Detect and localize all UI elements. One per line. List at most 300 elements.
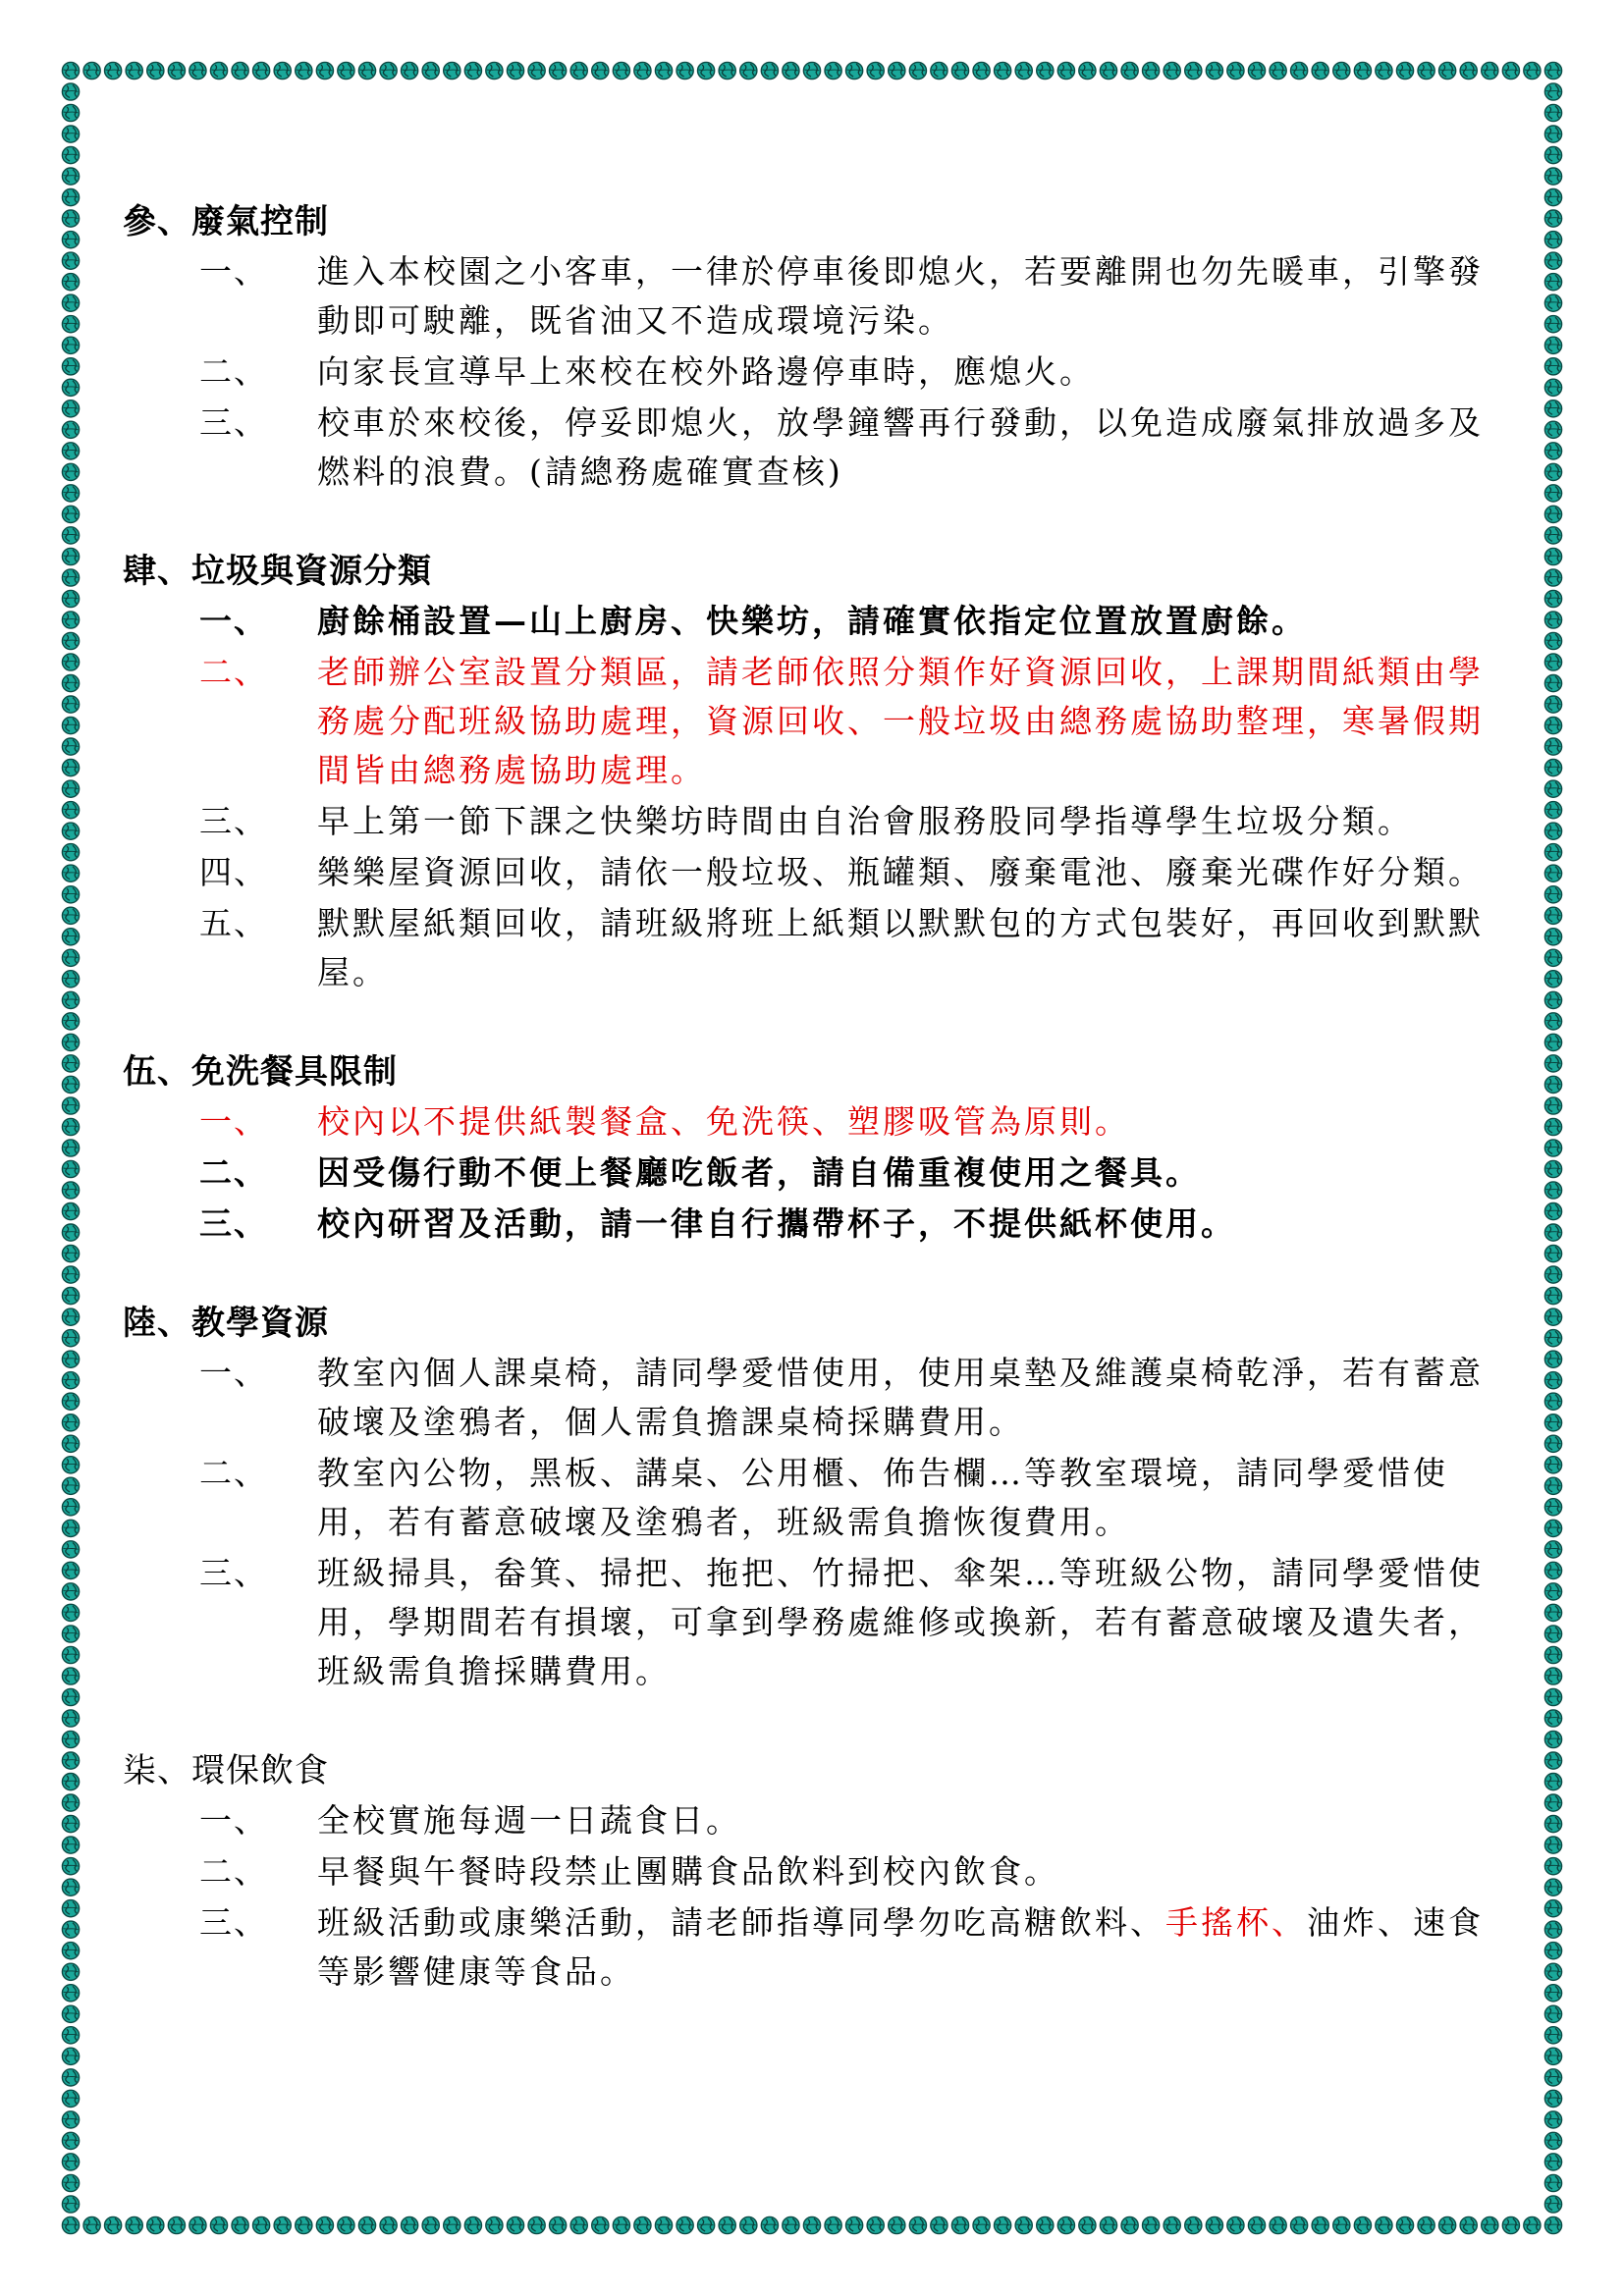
globe-icon xyxy=(316,62,333,79)
globe-icon xyxy=(1544,865,1561,881)
globe-icon xyxy=(1460,62,1477,79)
item-number: 二、 xyxy=(199,1852,268,1891)
globe-icon xyxy=(677,2216,693,2233)
list-item xyxy=(123,1449,1517,1547)
globe-icon xyxy=(1544,1541,1561,1558)
globe-icon xyxy=(1544,991,1561,1008)
globe-icon xyxy=(62,590,79,607)
globe-icon xyxy=(62,1203,79,1220)
item-number: 二、 xyxy=(199,1153,268,1192)
globe-icon xyxy=(1544,823,1561,839)
globe-icon xyxy=(62,738,79,755)
globe-icon xyxy=(168,2216,185,2233)
globe-icon xyxy=(1544,1710,1561,1727)
globe-icon xyxy=(1544,1266,1561,1283)
globe-icon xyxy=(62,823,79,839)
globe-icon xyxy=(1544,2174,1561,2191)
globe-icon xyxy=(1354,2216,1371,2233)
globe-icon xyxy=(147,2216,164,2233)
item-text: 教室內公物，黑板、講桌、公用櫃、佈告欄…等教室環境，請同學愛惜使用，若有蓄意破壞及塗鴉者，班級需負擔恢復費用。 xyxy=(317,1454,1448,1541)
item-number: 二、 xyxy=(199,653,268,691)
globe-icon xyxy=(1544,1224,1561,1241)
globe-icon xyxy=(825,2216,841,2233)
globe-icon xyxy=(62,1351,79,1367)
globe-icon xyxy=(528,62,545,79)
globe-icon xyxy=(1544,1604,1561,1621)
globe-icon xyxy=(62,358,79,375)
globe-icon xyxy=(62,1288,79,1305)
globe-icon xyxy=(62,400,79,417)
list-item xyxy=(123,597,1517,646)
globe-icon xyxy=(1544,1160,1561,1177)
globe-icon xyxy=(62,210,79,227)
globe-icon xyxy=(62,189,79,206)
list-item xyxy=(123,1097,1517,1147)
item-text-highlight: 手搖杯、 xyxy=(1165,1903,1307,1942)
globe-icon xyxy=(1544,780,1561,797)
globe-icon xyxy=(1544,1076,1561,1093)
globe-icon xyxy=(528,2216,545,2233)
item-number: 二、 xyxy=(199,352,268,391)
globe-icon xyxy=(1544,718,1561,734)
globe-icon xyxy=(62,1879,79,1896)
globe-icon xyxy=(62,421,79,438)
globe-icon xyxy=(1544,2005,1561,2022)
item-number: 一、 xyxy=(199,252,268,291)
globe-icon xyxy=(1524,62,1541,79)
globe-icon xyxy=(1544,1308,1561,1325)
globe-icon xyxy=(62,147,79,164)
globe-icon xyxy=(1396,62,1413,79)
globe-icon xyxy=(1544,1794,1561,1811)
globe-icon xyxy=(62,1457,79,1473)
globe-icon xyxy=(62,929,79,945)
item-text: 校內研習及活動，請一律自行攜帶杯子，不提供紙杯使用。 xyxy=(317,1204,1236,1243)
globe-icon xyxy=(719,62,735,79)
globe-icon xyxy=(1544,1752,1561,1769)
globe-icon xyxy=(1544,83,1561,100)
item-text: 教室內個人課桌椅，請同學愛惜使用，使用桌墊及維護桌椅乾淨，若有蓄意破壞及塗鴉者，個人需負擔課桌椅採購費用。 xyxy=(317,1354,1484,1441)
globe-icon xyxy=(62,1224,79,1241)
globe-icon xyxy=(1270,62,1286,79)
globe-icon xyxy=(253,62,270,79)
section-heading: 柒、環保飲食 xyxy=(123,1751,329,1790)
item-number: 三、 xyxy=(199,1554,268,1592)
globe-icon xyxy=(719,2216,735,2233)
globe-icon xyxy=(62,316,79,333)
item-text: 早上第一節下課之快樂坊時間由自治會服務股同學指導學生垃圾分類。 xyxy=(317,802,1413,840)
globe-icon xyxy=(62,675,79,692)
globe-icon xyxy=(232,62,248,79)
globe-icon xyxy=(570,62,587,79)
globe-icon xyxy=(1544,1688,1561,1705)
globe-icon xyxy=(1544,738,1561,755)
globe-icon xyxy=(1333,2216,1350,2233)
globe-icon xyxy=(422,2216,439,2233)
globe-icon xyxy=(1037,62,1054,79)
globe-icon xyxy=(1544,1731,1561,1747)
globe-icon xyxy=(1502,2216,1519,2233)
globe-icon xyxy=(253,2216,270,2233)
globe-icon xyxy=(1544,612,1561,628)
globe-icon xyxy=(1248,62,1265,79)
globe-icon xyxy=(1333,62,1350,79)
globe-icon xyxy=(62,1626,79,1642)
globe-icon xyxy=(62,1076,79,1093)
item-text: 校內以不提供紙製餐盒、免洗筷、塑膠吸管為原則。 xyxy=(317,1102,1130,1141)
globe-icon xyxy=(1544,1203,1561,1220)
globe-icon xyxy=(62,1308,79,1325)
section-heading: 參、廢氣控制 xyxy=(123,202,329,241)
globe-icon xyxy=(1206,62,1222,79)
globe-icon xyxy=(973,2216,990,2233)
globe-icon xyxy=(62,62,79,79)
globe-icon xyxy=(1544,232,1561,248)
globe-icon xyxy=(62,463,79,480)
globe-icon xyxy=(380,62,397,79)
globe-icon xyxy=(1544,802,1561,819)
globe-icon xyxy=(507,62,523,79)
globe-icon xyxy=(1544,1477,1561,1494)
globe-icon xyxy=(1439,2216,1456,2233)
globe-icon xyxy=(444,62,460,79)
globe-icon xyxy=(1376,62,1392,79)
globe-icon xyxy=(1227,2216,1244,2233)
globe-icon xyxy=(62,696,79,713)
globe-icon xyxy=(1544,1182,1561,1199)
item-number: 一、 xyxy=(199,1801,268,1840)
globe-icon xyxy=(62,2216,79,2233)
globe-icon xyxy=(1544,760,1561,776)
globe-icon xyxy=(62,2069,79,2086)
item-number: 四、 xyxy=(199,853,268,891)
globe-icon xyxy=(1121,2216,1138,2233)
globe-icon xyxy=(274,62,291,79)
section-eco-diet xyxy=(123,1745,1517,1997)
globe-icon xyxy=(1544,844,1561,861)
globe-icon xyxy=(1544,1013,1561,1030)
globe-icon xyxy=(783,2216,799,2233)
globe-icon xyxy=(62,1013,79,1030)
globe-icon xyxy=(1544,654,1561,670)
globe-icon xyxy=(889,62,905,79)
globe-icon xyxy=(62,506,79,522)
globe-icon xyxy=(62,1774,79,1790)
globe-icon xyxy=(62,2154,79,2170)
globe-icon xyxy=(1544,886,1561,903)
globe-icon xyxy=(1460,2216,1477,2233)
globe-icon xyxy=(422,62,439,79)
item-number: 二、 xyxy=(199,1454,268,1492)
item-number: 三、 xyxy=(199,403,268,442)
globe-icon xyxy=(1544,1963,1561,1980)
globe-icon xyxy=(1544,590,1561,607)
globe-icon xyxy=(62,907,79,924)
globe-icon xyxy=(1544,2132,1561,2149)
globe-icon xyxy=(1544,2154,1561,2170)
globe-icon xyxy=(1544,1520,1561,1536)
globe-icon xyxy=(62,1372,79,1389)
globe-icon xyxy=(698,2216,715,2233)
item-text: 廚餘桶設置—山上廚房、快樂坊，請確實依指定位置放置廚餘。 xyxy=(317,602,1307,640)
globe-icon xyxy=(1396,2216,1413,2233)
globe-icon xyxy=(62,1752,79,1769)
globe-icon xyxy=(444,2216,460,2233)
globe-icon xyxy=(62,232,79,248)
globe-icon xyxy=(803,2216,820,2233)
globe-icon xyxy=(1121,62,1138,79)
section-teaching-resources xyxy=(123,1298,1517,1696)
globe-icon xyxy=(62,1985,79,2002)
globe-icon xyxy=(338,62,354,79)
list-item xyxy=(123,1796,1517,1845)
globe-icon xyxy=(655,62,672,79)
globe-icon xyxy=(62,168,79,185)
globe-icon xyxy=(62,83,79,100)
globe-icon xyxy=(62,274,79,291)
globe-icon xyxy=(1544,421,1561,438)
globe-icon xyxy=(62,1710,79,1727)
globe-icon xyxy=(62,1837,79,1853)
globe-icon xyxy=(931,2216,947,2233)
globe-icon xyxy=(105,2216,122,2233)
globe-icon xyxy=(1164,62,1180,79)
item-text: 全校實施每週一日蔬食日。 xyxy=(317,1801,741,1840)
globe-icon xyxy=(62,760,79,776)
item-number: 一、 xyxy=(199,1354,268,1392)
globe-icon xyxy=(62,569,79,586)
globe-icon xyxy=(62,2196,79,2213)
globe-icon xyxy=(1544,400,1561,417)
list-item xyxy=(123,1549,1517,1696)
section-heading: 肆、垃圾與資源分類 xyxy=(123,552,432,591)
globe-icon xyxy=(1544,1837,1561,1853)
globe-icon xyxy=(126,62,142,79)
list-item xyxy=(123,347,1517,397)
globe-icon xyxy=(740,2216,757,2233)
globe-icon xyxy=(83,2216,100,2233)
item-text-after: 油炸、速食等影響健康等食品。 xyxy=(317,1903,1484,1991)
globe-icon xyxy=(1439,62,1456,79)
globe-icon xyxy=(62,1160,79,1177)
globe-icon xyxy=(1544,1626,1561,1642)
globe-icon xyxy=(1524,2216,1541,2233)
globe-icon xyxy=(507,2216,523,2233)
globe-icon xyxy=(1544,1288,1561,1305)
globe-icon xyxy=(1248,2216,1265,2233)
globe-icon xyxy=(1544,2027,1561,2044)
globe-icon xyxy=(1544,1562,1561,1578)
list-item xyxy=(123,1898,1517,1997)
item-text: 默默屋紙類回收，請班級將班上紙類以默默包的方式包裝好，再回收到默默屋。 xyxy=(317,904,1484,991)
globe-icon xyxy=(1544,1879,1561,1896)
globe-icon xyxy=(1354,62,1371,79)
globe-icon xyxy=(62,252,79,269)
globe-icon xyxy=(62,1646,79,1663)
globe-icon xyxy=(62,1097,79,1114)
globe-icon xyxy=(1544,316,1561,333)
globe-icon xyxy=(126,2216,142,2233)
globe-icon xyxy=(1544,485,1561,502)
globe-icon xyxy=(1015,2216,1032,2233)
globe-icon xyxy=(995,62,1011,79)
item-text: 老師辦公室設置分類區，請老師依照分類作好資源回收，上課期間紙類由學務處分配班級協助處理，資源回收、一般垃圾由總務處協助整理，寒暑假期間皆由總務處協助處理。 xyxy=(317,653,1484,789)
globe-icon xyxy=(105,62,122,79)
globe-icon xyxy=(1544,506,1561,522)
globe-icon xyxy=(62,443,79,459)
globe-icon xyxy=(62,1330,79,1347)
item-number: 五、 xyxy=(199,904,268,942)
globe-icon xyxy=(62,2111,79,2128)
globe-icon xyxy=(338,2216,354,2233)
globe-icon xyxy=(316,2216,333,2233)
globe-icon xyxy=(464,62,481,79)
globe-icon xyxy=(677,62,693,79)
globe-icon xyxy=(62,1499,79,1516)
globe-icon xyxy=(62,1668,79,1684)
globe-icon xyxy=(761,2216,778,2233)
globe-icon xyxy=(62,1688,79,1705)
globe-icon xyxy=(210,2216,227,2233)
globe-icon xyxy=(1227,62,1244,79)
globe-icon xyxy=(62,971,79,988)
item-text-before: 班級活動或康樂活動，請老師指導同學勿吃高糖飲料、 xyxy=(317,1903,1165,1942)
list-item xyxy=(123,648,1517,795)
globe-icon xyxy=(1544,358,1561,375)
document-body xyxy=(123,196,1517,2046)
globe-icon xyxy=(62,2132,79,2149)
globe-icon xyxy=(62,1140,79,1156)
globe-icon xyxy=(62,2005,79,2022)
globe-icon xyxy=(210,62,227,79)
globe-icon xyxy=(62,1118,79,1135)
globe-icon xyxy=(62,1477,79,1494)
item-text: 樂樂屋資源回收，請依一般垃圾、瓶罐類、廢棄電池、廢棄光碟作好分類。 xyxy=(317,853,1484,891)
globe-icon xyxy=(1312,2216,1328,2233)
globe-icon xyxy=(1544,1900,1561,1917)
globe-icon xyxy=(909,62,926,79)
globe-icon xyxy=(1544,379,1561,396)
globe-icon xyxy=(613,62,629,79)
globe-icon xyxy=(1544,1140,1561,1156)
item-text: 班級掃具，畚箕、掃把、拖把、竹掃把、傘架…等班級公物，請同學愛惜使用，學期間若有損壞，可拿到學務處維修或換新，若有蓄意破壞及遺失者，班級需負擔採購費用。 xyxy=(317,1554,1484,1690)
globe-icon xyxy=(380,2216,397,2233)
globe-icon xyxy=(1544,548,1561,564)
list-item xyxy=(123,1847,1517,1896)
globe-icon xyxy=(1544,147,1561,164)
item-text xyxy=(317,1898,1515,1997)
globe-icon xyxy=(1544,1055,1561,1072)
globe-icon xyxy=(909,2216,926,2233)
globe-icon xyxy=(1544,1646,1561,1663)
globe-icon xyxy=(1544,274,1561,291)
globe-icon xyxy=(1544,696,1561,713)
globe-icon xyxy=(62,949,79,966)
globe-icon xyxy=(570,2216,587,2233)
globe-icon xyxy=(62,1246,79,1262)
globe-icon xyxy=(83,62,100,79)
globe-icon xyxy=(1544,126,1561,142)
globe-icon xyxy=(62,1435,79,1452)
globe-icon xyxy=(1037,2216,1054,2233)
item-text: 進入本校園之小客車，一律於停車後即熄火，若要離開也勿先暖車，引擎發動即可駛離，既省油又不造成環境污染。 xyxy=(317,252,1484,340)
globe-icon xyxy=(761,62,778,79)
item-text: 早餐與午餐時段禁止團購食品飲料到校內飲食。 xyxy=(317,1852,1059,1891)
globe-icon xyxy=(464,2216,481,2233)
globe-icon xyxy=(1544,1330,1561,1347)
globe-icon xyxy=(1544,1774,1561,1790)
globe-icon xyxy=(1544,2069,1561,2086)
item-number: 三、 xyxy=(199,802,268,840)
globe-icon xyxy=(62,718,79,734)
globe-icon xyxy=(62,1858,79,1875)
globe-icon xyxy=(613,2216,629,2233)
globe-icon xyxy=(1291,2216,1308,2233)
globe-icon xyxy=(62,294,79,311)
globe-icon xyxy=(1544,210,1561,227)
section-disposable-tableware xyxy=(123,1046,1517,1249)
globe-icon xyxy=(803,62,820,79)
globe-icon xyxy=(550,2216,567,2233)
list-item xyxy=(123,899,1517,997)
item-number: 一、 xyxy=(199,602,268,640)
globe-icon xyxy=(62,1816,79,1833)
globe-icon xyxy=(62,548,79,564)
item-text: 因受傷行動不便上餐廳吃飯者，請自備重複使用之餐具。 xyxy=(317,1153,1201,1192)
globe-icon xyxy=(1100,2216,1116,2233)
globe-icon xyxy=(62,1520,79,1536)
globe-icon xyxy=(62,1055,79,1072)
globe-icon xyxy=(62,1963,79,1980)
globe-icon xyxy=(62,654,79,670)
globe-icon xyxy=(592,2216,609,2233)
globe-icon xyxy=(1057,2216,1074,2233)
globe-icon xyxy=(846,2216,863,2233)
globe-icon xyxy=(995,2216,1011,2233)
globe-icon xyxy=(62,802,79,819)
globe-icon xyxy=(1544,1034,1561,1050)
globe-icon xyxy=(1544,104,1561,121)
globe-icon xyxy=(973,62,990,79)
globe-icon xyxy=(1544,1985,1561,2002)
globe-icon xyxy=(1544,1372,1561,1389)
globe-icon xyxy=(62,1415,79,1431)
globe-icon xyxy=(62,886,79,903)
globe-icon xyxy=(1291,62,1308,79)
globe-icon xyxy=(1544,1858,1561,1875)
globe-icon xyxy=(1544,675,1561,692)
globe-icon xyxy=(62,1921,79,1938)
globe-icon xyxy=(62,1900,79,1917)
globe-icon xyxy=(62,337,79,353)
globe-icon xyxy=(1544,2111,1561,2128)
globe-icon xyxy=(825,62,841,79)
globe-icon xyxy=(1544,252,1561,269)
globe-icon xyxy=(1544,1921,1561,1938)
globe-icon xyxy=(62,2174,79,2191)
globe-icon xyxy=(62,1182,79,1199)
globe-icon xyxy=(274,2216,291,2233)
globe-icon xyxy=(62,612,79,628)
item-number: 三、 xyxy=(199,1204,268,1243)
globe-icon xyxy=(1544,1415,1561,1431)
globe-icon xyxy=(1544,168,1561,185)
globe-icon xyxy=(62,1541,79,1558)
list-item xyxy=(123,797,1517,846)
globe-icon xyxy=(1185,2216,1202,2233)
globe-icon xyxy=(1544,569,1561,586)
globe-icon xyxy=(1376,2216,1392,2233)
